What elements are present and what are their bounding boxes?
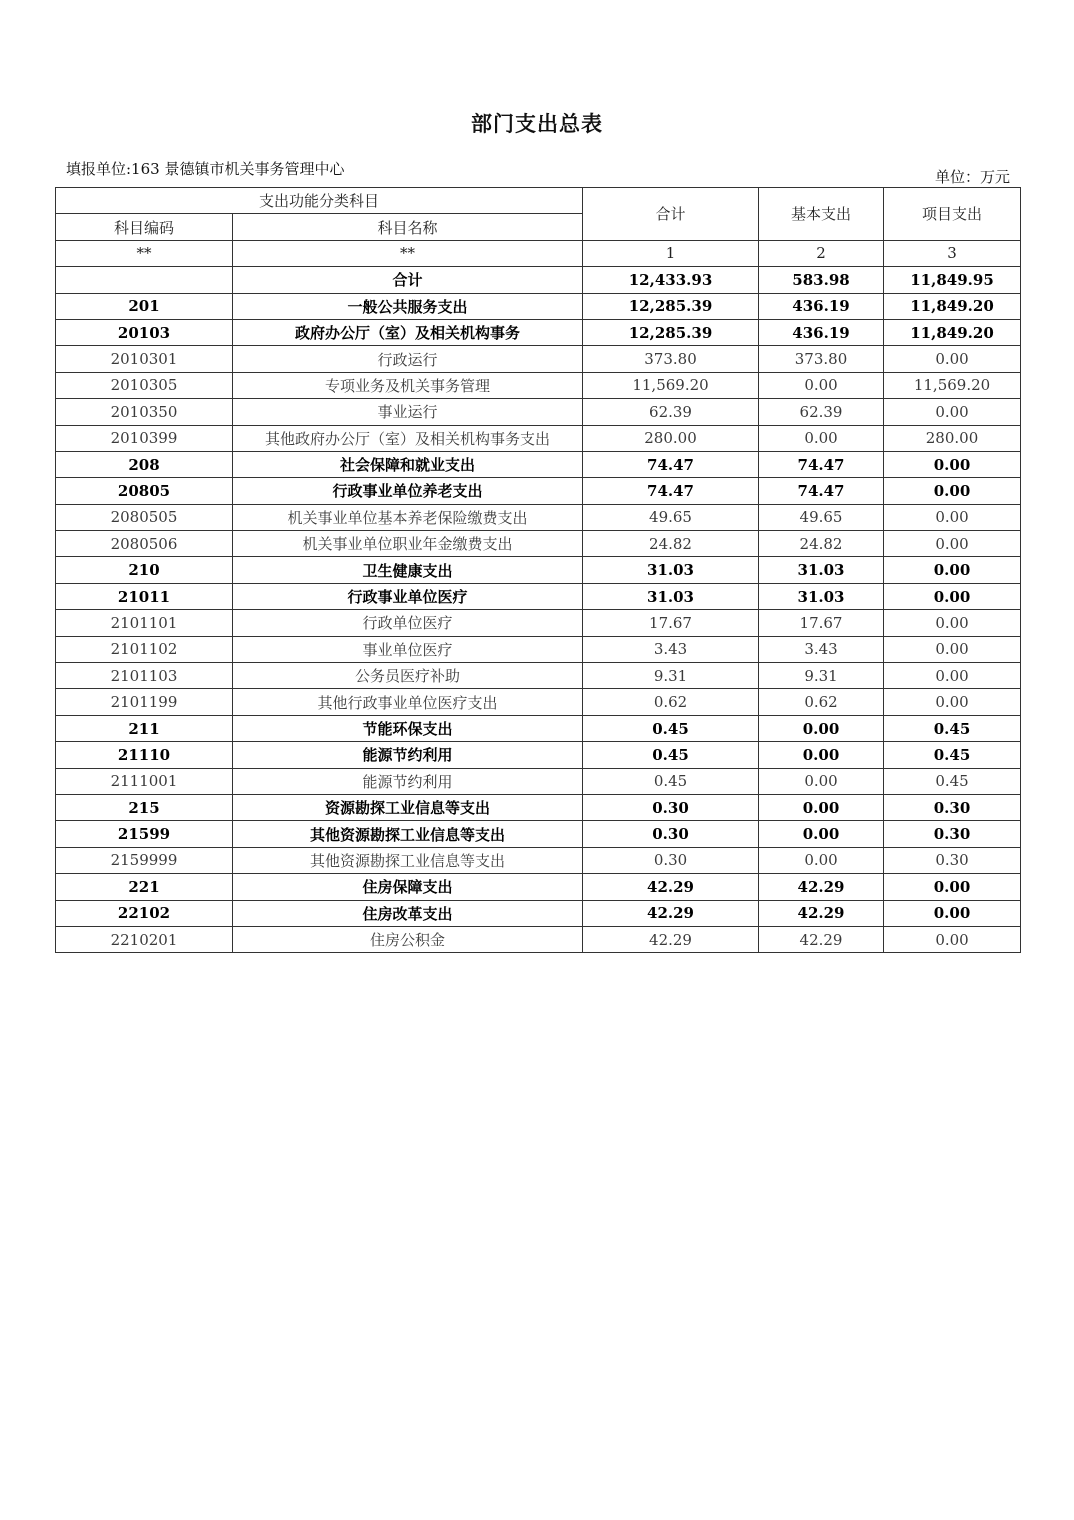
table-row [56, 768, 1021, 794]
cell-total: 3.43 [583, 636, 759, 662]
cell-name: 合计 [233, 267, 583, 293]
cell-code: 21599 [56, 821, 233, 847]
cell-code: 215 [56, 794, 233, 820]
cell-name: 能源节约利用 [233, 742, 583, 768]
cell-name: 其他资源勘探工业信息等支出 [233, 821, 583, 847]
table-row [56, 847, 1021, 873]
table-row [56, 504, 1021, 530]
page-title: 部门支出总表 [471, 111, 603, 136]
cell-code: 2101102 [56, 636, 233, 662]
cell-project: 0.30 [884, 794, 1021, 820]
cell-total: 12,433.93 [583, 267, 759, 293]
cell-total: 0.45 [583, 768, 759, 794]
cell-name: 公务员医疗补助 [233, 663, 583, 689]
cell-total: 0.45 [583, 715, 759, 741]
cell-project: 0.00 [884, 399, 1021, 425]
cell-name: 事业单位医疗 [233, 636, 583, 662]
cell-total: 0.30 [583, 794, 759, 820]
table-row [56, 267, 1021, 293]
cell-basic: 0.00 [759, 847, 884, 873]
cell-basic: 0.00 [759, 768, 884, 794]
cell-code: 22102 [56, 900, 233, 926]
cell-total: 9.31 [583, 663, 759, 689]
reporting-unit: 填报单位:163 景德镇市机关事务管理中心 [66, 160, 345, 178]
cell-name: 其他资源勘探工业信息等支出 [233, 847, 583, 873]
cell-basic: 31.03 [759, 583, 884, 609]
cell-total: 12,285.39 [583, 293, 759, 319]
cell-project: 0.30 [884, 821, 1021, 847]
cell-total: 17.67 [583, 610, 759, 636]
cell-project: 11,849.20 [884, 319, 1021, 345]
cell-basic: 373.80 [759, 346, 884, 372]
cell-name: 一般公共服务支出 [233, 293, 583, 319]
cell-basic: 0.00 [759, 425, 884, 451]
cell-project: 11,569.20 [884, 372, 1021, 398]
cell-basic: 436.19 [759, 319, 884, 345]
cell-project: 0.00 [884, 689, 1021, 715]
cell-basic: 17.67 [759, 610, 884, 636]
cell-name: 住房公积金 [233, 926, 583, 952]
cell-project: 0.00 [884, 583, 1021, 609]
cell-name: 住房保障支出 [233, 874, 583, 900]
cell-project: 11,849.20 [884, 293, 1021, 319]
cell-basic: 31.03 [759, 557, 884, 583]
cell-total: 12,285.39 [583, 319, 759, 345]
table-row [56, 715, 1021, 741]
cell-basic: 42.29 [759, 900, 884, 926]
cell-basic: 0.00 [759, 742, 884, 768]
header-name: 科目名称 [233, 214, 583, 240]
cell-name: 能源节约利用 [233, 768, 583, 794]
header-project: 项目支出 [884, 188, 1021, 241]
cell-total: 0.30 [583, 847, 759, 873]
cell-code: 201 [56, 293, 233, 319]
table-row [56, 531, 1021, 557]
cell-total: 31.03 [583, 583, 759, 609]
cell-basic: 62.39 [759, 399, 884, 425]
cell-basic: 0.00 [759, 821, 884, 847]
index-code: ** [56, 240, 233, 266]
cell-basic: 436.19 [759, 293, 884, 319]
cell-basic: 24.82 [759, 531, 884, 557]
table-body [56, 267, 1021, 953]
table-row [56, 821, 1021, 847]
index-basic: 2 [759, 240, 884, 266]
cell-project: 0.00 [884, 900, 1021, 926]
cell-code: 2101101 [56, 610, 233, 636]
cell-project: 0.30 [884, 847, 1021, 873]
table-row [56, 478, 1021, 504]
cell-total: 42.29 [583, 900, 759, 926]
cell-total: 24.82 [583, 531, 759, 557]
cell-total: 49.65 [583, 504, 759, 530]
cell-total: 0.62 [583, 689, 759, 715]
cell-code: 2010301 [56, 346, 233, 372]
cell-name: 政府办公厅（室）及相关机构事务 [233, 319, 583, 345]
cell-total: 62.39 [583, 399, 759, 425]
cell-project: 11,849.95 [884, 267, 1021, 293]
cell-project: 0.00 [884, 926, 1021, 952]
cell-code: 221 [56, 874, 233, 900]
cell-name: 事业运行 [233, 399, 583, 425]
cell-basic: 9.31 [759, 663, 884, 689]
cell-name: 卫生健康支出 [233, 557, 583, 583]
cell-name: 其他行政事业单位医疗支出 [233, 689, 583, 715]
cell-total: 373.80 [583, 346, 759, 372]
cell-basic: 0.00 [759, 715, 884, 741]
cell-code: 2159999 [56, 847, 233, 873]
table-row [56, 742, 1021, 768]
table-row [56, 425, 1021, 451]
cell-basic: 0.62 [759, 689, 884, 715]
header-total: 合计 [583, 188, 759, 241]
cell-name: 行政事业单位医疗 [233, 583, 583, 609]
table-row [56, 636, 1021, 662]
cell-total: 74.47 [583, 478, 759, 504]
cell-name: 行政事业单位养老支出 [233, 478, 583, 504]
cell-total: 42.29 [583, 926, 759, 952]
currency-unit: 单位：万元 [934, 168, 1010, 186]
cell-name: 其他政府办公厅（室）及相关机构事务支出 [233, 425, 583, 451]
table-row [56, 293, 1021, 319]
cell-code: 210 [56, 557, 233, 583]
cell-basic: 42.29 [759, 874, 884, 900]
cell-total: 42.29 [583, 874, 759, 900]
cell-project: 0.00 [884, 346, 1021, 372]
cell-code [56, 267, 233, 293]
table-row [56, 399, 1021, 425]
cell-code: 211 [56, 715, 233, 741]
index-name: ** [233, 240, 583, 266]
cell-total: 0.45 [583, 742, 759, 768]
cell-basic: 3.43 [759, 636, 884, 662]
cell-name: 节能环保支出 [233, 715, 583, 741]
cell-code: 20805 [56, 478, 233, 504]
cell-name: 机关事业单位基本养老保险缴费支出 [233, 504, 583, 530]
cell-name: 住房改革支出 [233, 900, 583, 926]
cell-code: 2101199 [56, 689, 233, 715]
cell-basic: 74.47 [759, 478, 884, 504]
table-row [56, 372, 1021, 398]
cell-project: 0.00 [884, 504, 1021, 530]
cell-project: 0.00 [884, 557, 1021, 583]
cell-project: 0.00 [884, 874, 1021, 900]
cell-code: 208 [56, 451, 233, 477]
cell-total: 31.03 [583, 557, 759, 583]
cell-total: 280.00 [583, 425, 759, 451]
cell-code: 20103 [56, 319, 233, 345]
cell-project: 280.00 [884, 425, 1021, 451]
cell-project: 0.00 [884, 451, 1021, 477]
cell-project: 0.00 [884, 531, 1021, 557]
cell-name: 行政单位医疗 [233, 610, 583, 636]
table-row [56, 900, 1021, 926]
cell-code: 2101103 [56, 663, 233, 689]
cell-code: 21110 [56, 742, 233, 768]
cell-name: 行政运行 [233, 346, 583, 372]
index-total: 1 [583, 240, 759, 266]
cell-code: 2010305 [56, 372, 233, 398]
table-row [56, 689, 1021, 715]
cell-code: 2010399 [56, 425, 233, 451]
cell-code: 2111001 [56, 768, 233, 794]
cell-project: 0.00 [884, 663, 1021, 689]
cell-code: 2080506 [56, 531, 233, 557]
cell-name: 社会保障和就业支出 [233, 451, 583, 477]
table-row [56, 583, 1021, 609]
cell-project: 0.00 [884, 478, 1021, 504]
index-project: 3 [884, 240, 1021, 266]
table-row [56, 346, 1021, 372]
cell-code: 21011 [56, 583, 233, 609]
cell-name: 资源勘探工业信息等支出 [233, 794, 583, 820]
cell-total: 74.47 [583, 451, 759, 477]
cell-code: 2080505 [56, 504, 233, 530]
header-function-category: 支出功能分类科目 [56, 188, 583, 214]
cell-name: 机关事业单位职业年金缴费支出 [233, 531, 583, 557]
cell-basic: 42.29 [759, 926, 884, 952]
header-code: 科目编码 [56, 214, 233, 240]
table-row [56, 557, 1021, 583]
table-row [56, 926, 1021, 952]
cell-project: 0.45 [884, 742, 1021, 768]
cell-name: 专项业务及机关事务管理 [233, 372, 583, 398]
table-row [56, 794, 1021, 820]
table-row [56, 663, 1021, 689]
cell-project: 0.45 [884, 715, 1021, 741]
table-row [56, 319, 1021, 345]
cell-basic: 0.00 [759, 372, 884, 398]
table-row [56, 874, 1021, 900]
cell-total: 11,569.20 [583, 372, 759, 398]
cell-project: 0.00 [884, 610, 1021, 636]
table-row [56, 610, 1021, 636]
table-row [56, 451, 1021, 477]
cell-basic: 0.00 [759, 794, 884, 820]
cell-code: 2010350 [56, 399, 233, 425]
cell-project: 0.00 [884, 636, 1021, 662]
expenditure-table [55, 187, 1021, 953]
cell-project: 0.45 [884, 768, 1021, 794]
header-basic: 基本支出 [759, 188, 884, 241]
cell-basic: 583.98 [759, 267, 884, 293]
cell-code: 2210201 [56, 926, 233, 952]
cell-total: 0.30 [583, 821, 759, 847]
cell-basic: 49.65 [759, 504, 884, 530]
cell-basic: 74.47 [759, 451, 884, 477]
